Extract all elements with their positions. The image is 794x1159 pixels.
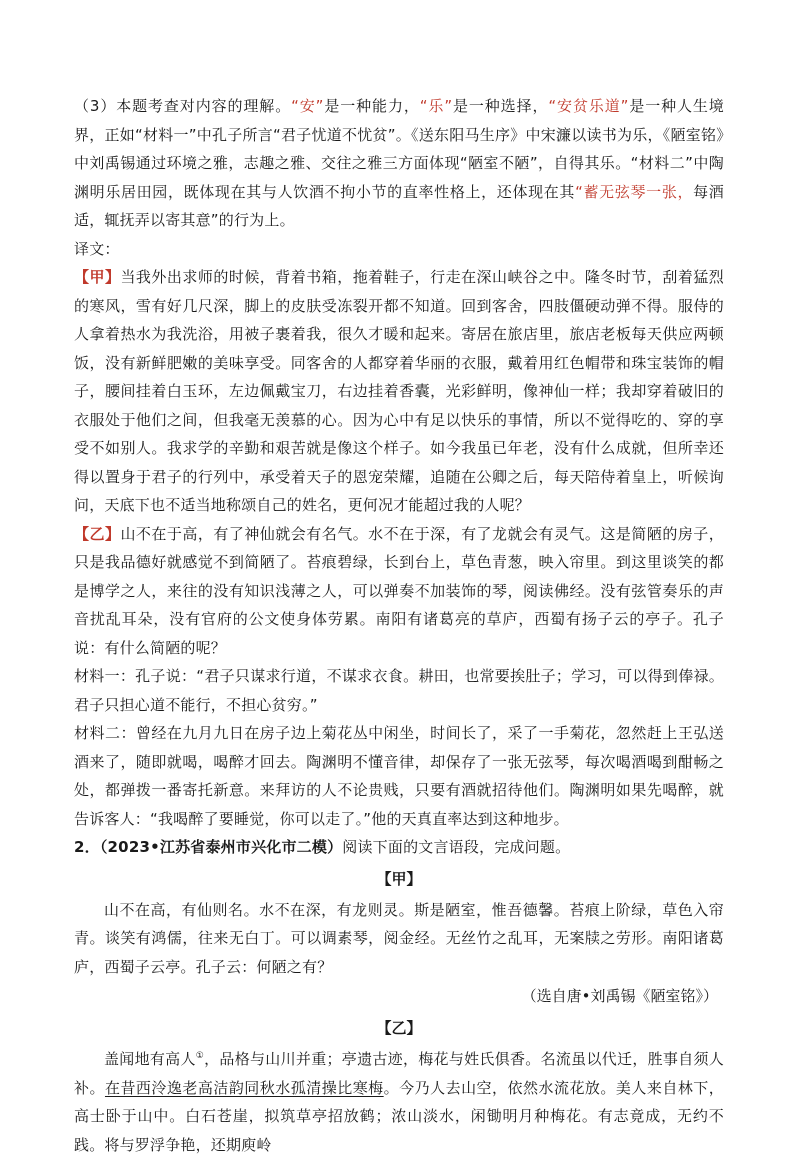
material-one: 材料一：孔子说：“君子只谋求行道，不谋求衣食。耕田，也常要挨肚子；学习，可以得到俸禄。君子只担心道不能行，不担心贫穷。”: [74, 667, 724, 714]
footnote-marker: ①: [195, 1051, 205, 1061]
translation-jia-text: 当我外出求师的时候，背着书箱，拖着鞋子，行走在深山峡谷之中。隆冬时节，刮着猛烈的寒风，雪有好几尺深，脚上的皮肤受冻裂开都不知道。回到客舍，四肢僵硬动弹不得。服侍的人拿着热水为我洗浴，用被子裹着我，很久才暖和起来。寄居在旅店里，旅店老板每天供应两顿饭，没有新鲜肥嫩的美味享受。同客舍的人都穿着华丽的衣服，戴着用红色帽带和珠宝装饰的帽子，腰间挂着白玉环，左边佩戴宝刀，右边挂着香囊，光彩鲜明，像神仙一样；我却穿着破旧的衣服处于他们之间，但我毫无羡慕的心。因为心中有足以快乐的事情，所以不觉得吃的、穿的享受不如别人。我求学的辛勤和艰苦就是像这个样子。如今我虽已年老，没有什么成就，但所幸还得以置身于君子的行列中，承受着天子的恩宠荣耀，追随在公卿之后，每天陪侍着皇上，听候询问，天底下也不适当地称颂自己的姓名，更何况才能超过我的人呢？: [74, 268, 724, 514]
question-number: 2．: [74, 838, 100, 856]
translation-jia: [74, 263, 724, 520]
tag-jia: 【甲】: [74, 268, 121, 286]
translation-yi: [74, 520, 724, 663]
question-prompt: 阅读下面的文言语段，完成问题。: [342, 838, 571, 856]
analysis-text: （3）本题考查对内容的理解。: [74, 97, 292, 115]
underlined-sentence: 在昔西泠逸老高洁韵同秋水孤清操比寒梅: [104, 1078, 384, 1097]
translation-heading: 译文：: [74, 239, 120, 258]
quote-qin: “蓄无弦琴一张，: [575, 182, 694, 201]
question-source: （2023•江苏省泰州市兴化市二模）: [99, 838, 343, 856]
analysis-text: 每酒适，辄抚弄以寄其意”的行为上。: [74, 182, 725, 229]
analysis-paragraph: [74, 92, 724, 235]
translation-yi-text: 山不在于高，有了神仙就会有名气。水不在于深，有了龙就会有灵气。这是简陋的房子，只是我品德好就感觉不到简陋了。苔痕碧绿，长到台上，草色青葱，映入帘里。到这里谈笑的都是博学之人，来往的没有知识浅薄之人，可以弹奏不加装饰的琴，阅读佛经。没有弦管奏乐的声音扰乱耳朵，没有官府的公文使身体劳累。南阳有诸葛亮的草庐，西蜀有扬子云的亭子。孔子说：有什么简陋的呢？: [74, 524, 724, 657]
analysis-text: 是一种能力，: [323, 97, 420, 115]
quote-le: “乐”: [419, 97, 453, 115]
quote-anpin: “安贫乐道”: [548, 97, 629, 115]
material-two: 材料二：曾经在九月九日在房子边上菊花丛中闲坐，时间长了，采了一手菊花，忽然赶上王弘送酒来了，随即就喝，喝醉才回去。陶渊明不懂音律，却保存了一张无弦琴，每次喝酒喝到酣畅之处，都弹拨一番寄托新意。来拜访的人不论贵贱，只要有酒就招待他们。陶渊明如果先喝醉，就告诉客人：“我喝醉了要睡觉，你可以走了。”他的天真直率达到这种地步。: [74, 724, 724, 828]
passage-yi-text: 盖闻地有高人: [104, 1050, 196, 1068]
section-title-yi: 【乙】: [376, 1019, 422, 1037]
question-2-header: [74, 833, 724, 862]
tag-yi: 【乙】: [74, 524, 121, 543]
document-page: [74, 92, 724, 1159]
passage-jia-source: （选自唐•刘禹锡《陋室铭》）: [521, 987, 718, 1005]
analysis-text: 是一种选择，: [452, 97, 549, 115]
passage-yi-text: ，品格与山川并重；亭遗古迹，梅花与姓氏俱香。名流虽以代迁，胜事自须人补。: [74, 1050, 724, 1097]
passage-yi-text: 。今乃人去山空，依然水流花放。美人来自林下，高士卧于山中。白石苍崖，拟筑草亭招放鹤；浓山淡水，闲锄明月种梅花。有志竟成，无约不践。将与罗浮争艳，还期庾岭: [74, 1078, 724, 1154]
quote-an: “安”: [291, 97, 324, 115]
passage-yi: [74, 1045, 724, 1159]
section-title-jia: 【甲】: [376, 869, 422, 888]
passage-jia: 山不在高，有仙则名。水不在深，有龙则灵。斯是陋室，惟吾德馨。苔痕上阶绿，草色入帘青。谈笑有鸿儒，往来无白丁。可以调素琴，阅金经。无丝竹之乱耳，无案牍之劳形。南阳诸葛庐，西蜀子云亭。孔子云：何陋之有？: [74, 900, 724, 976]
analysis-text: 是一种人生境界，正如“材料一”中孔子所言“君子忧道不忧贫”。《送东阳马生序》中宋濂以读书为乐，《陋室铭》中刘禹锡通过环境之雅，志趣之雅、交往之雅三方面体现“陋室不陋”，自得其乐。“材料二”中陶渊明乐居田园，既体现在其与人饮酒不拘小节的直率性格上，还体现在其: [74, 97, 725, 201]
